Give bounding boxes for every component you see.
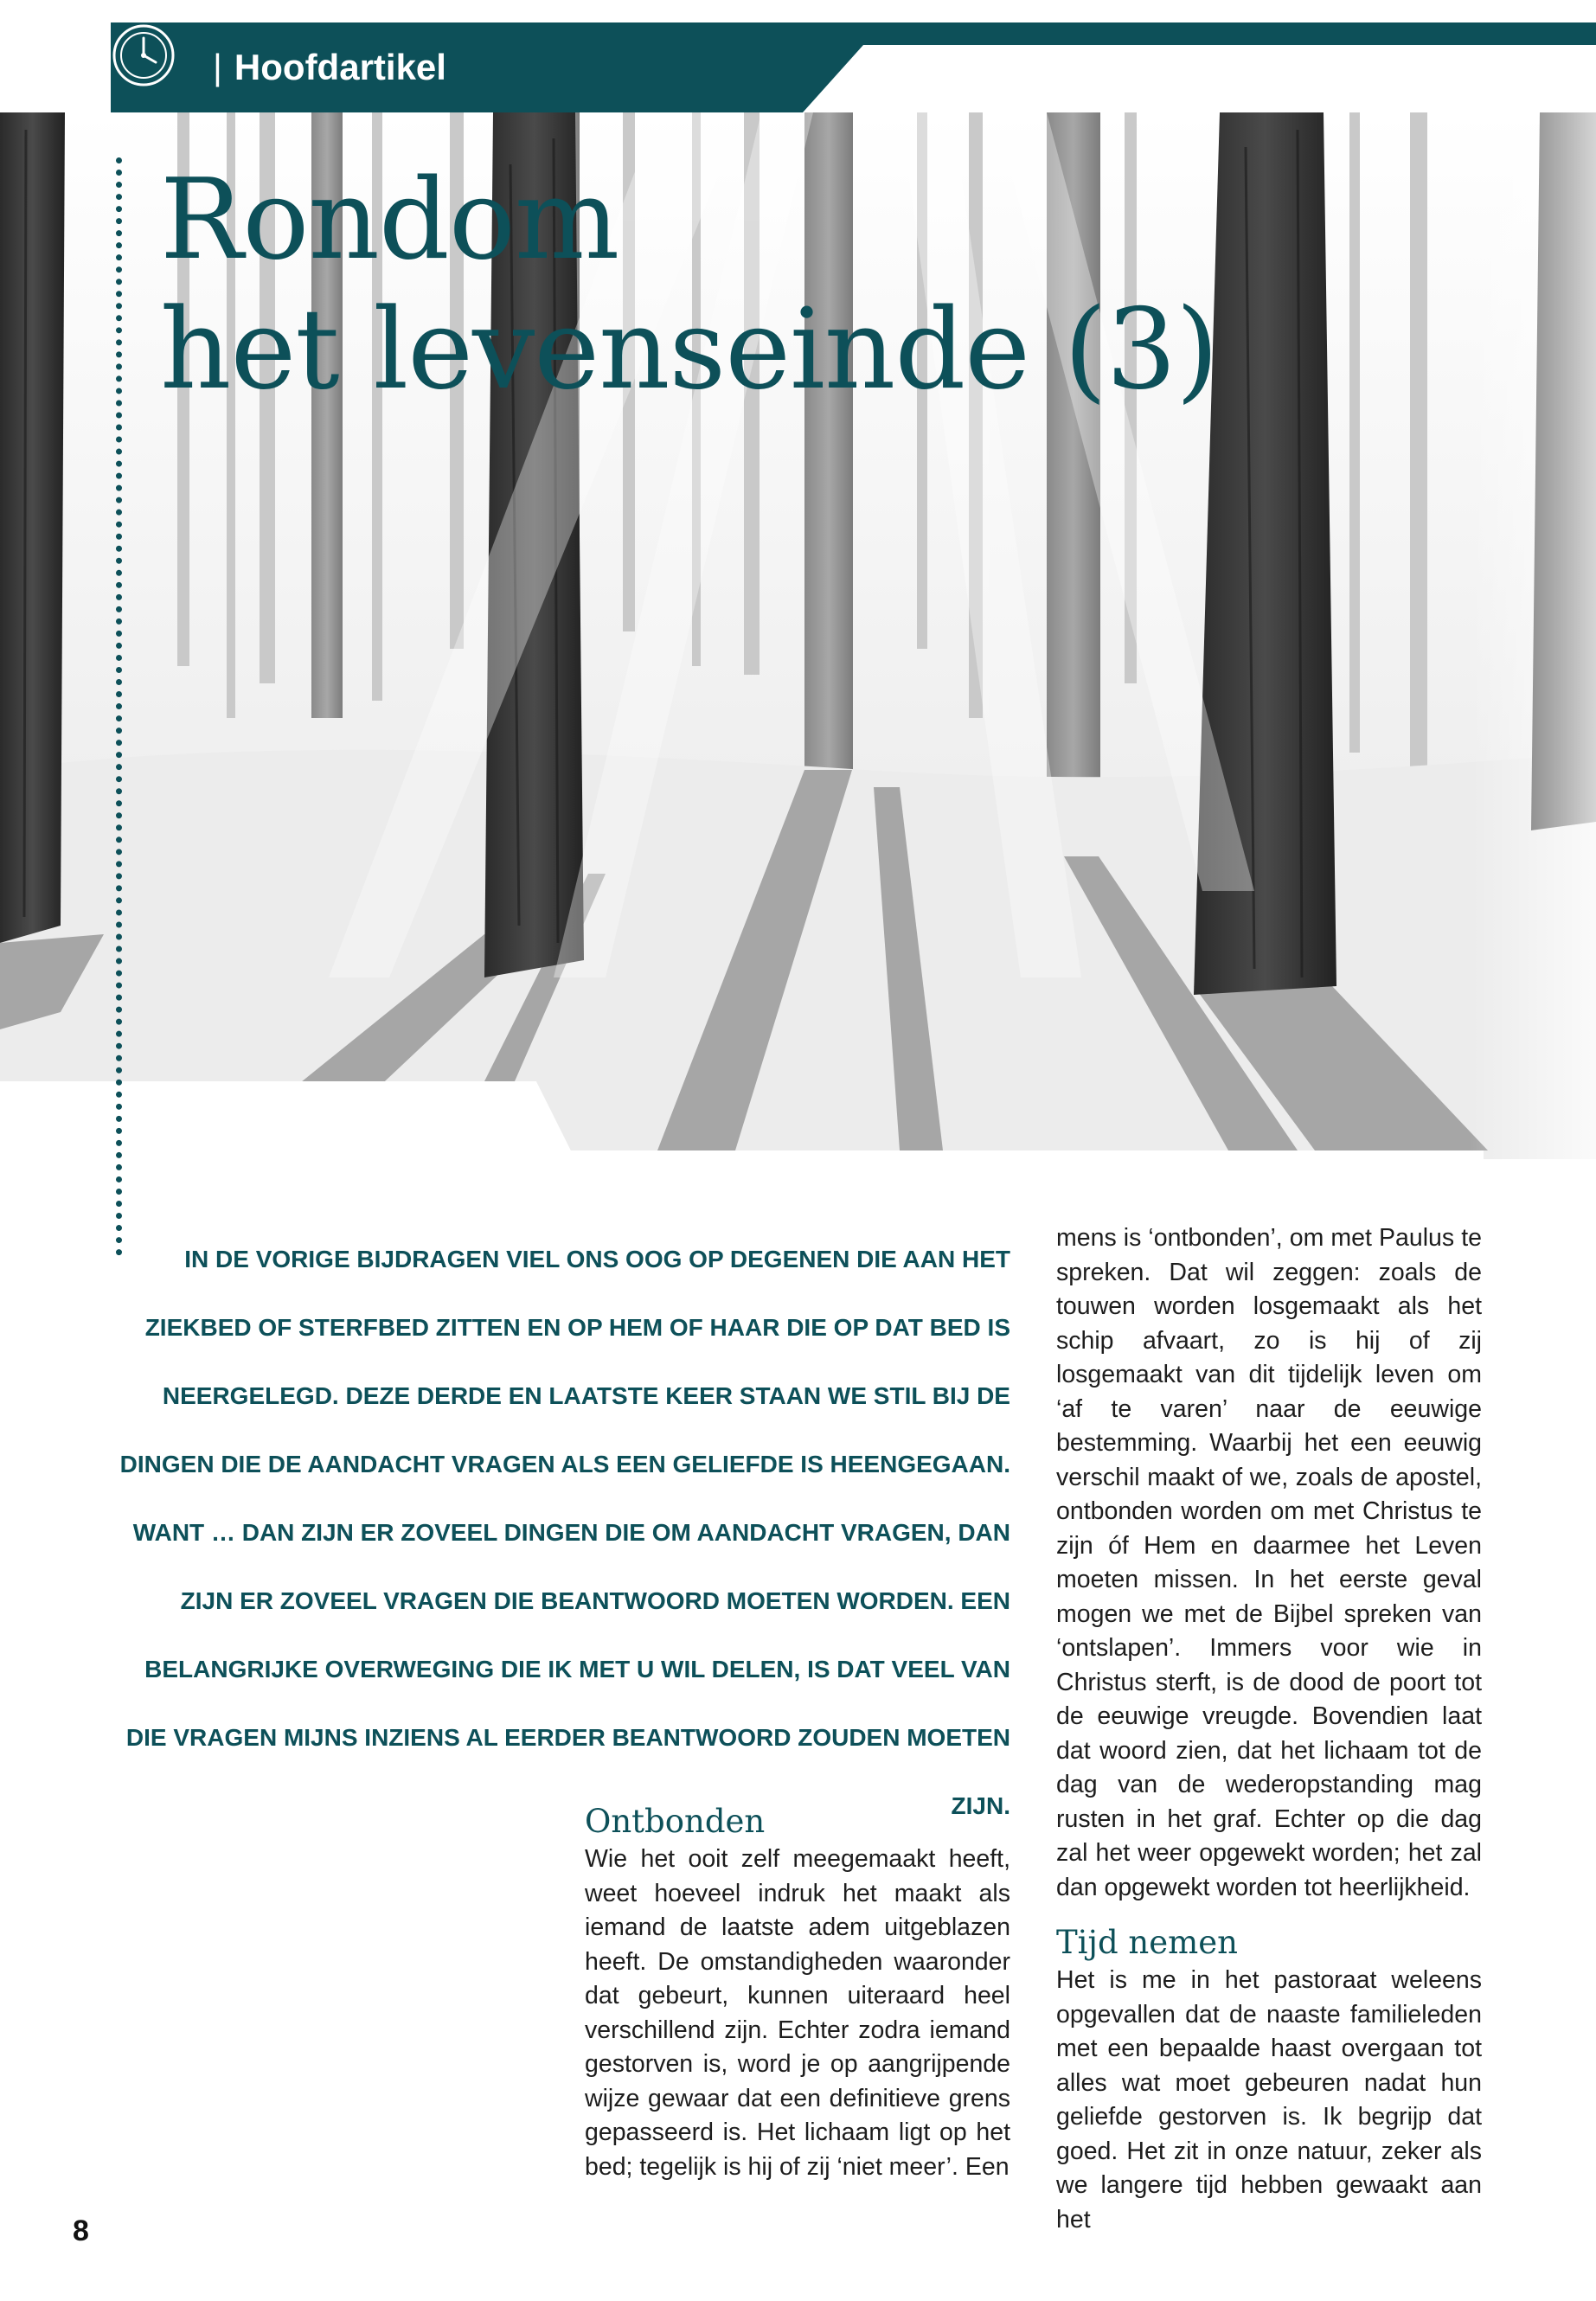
page-number: 8 xyxy=(73,2214,89,2247)
section-heading-tijd-nemen: Tijd nemen xyxy=(1056,1924,1238,1961)
body-paragraph: Wie het ooit zelf meegemaakt heeft, weet hoeveel indruk het maakt als iemand de laatste adem uitgeblazen heeft. De omstandigheden waaronder dat gebeurt, kunnen uiteraard heel verschillend zijn. Echter zodra iemand gestorven is, word je op aangrijpende wijze gewaar dat een definitieve grens gepasseerd is. Het lichaam ligt op het bed; tegelijk is hij of zij ‘niet meer’. Een xyxy=(585,1845,1010,2181)
article-intro: IN DE VORIGE BIJDRAGEN VIEL ONS OOG OP DEGENEN DIE AAN HET ZIEKBED OF STERFBED ZITTEN EN OP HEM OF HAAR DIE OP DAT BED IS NEERGELEGD. DEZE DERDE EN LAATSTE KEER STAAN WE STIL BIJ DE DINGEN DIE DE AANDACHT VRAGEN ALS EEN GELIEFDE IS HEENGEGAAN. WANT … DAN ZIJN ER ZOVEEL DINGEN DIE OM AANDACHT VRAGEN, DAN ZIJN ER ZOVEEL VRAGEN DIE BEANTWOORD MOETEN WORDEN. EEN BELANGRIJKE OVERWEGING DIE IK MET U WIL DELEN, IS DAT VEEL VAN DIE VRAGEN MIJNS INZIENS AL EERDER BEANTWOORD ZOUDEN MOETEN ZIJN. xyxy=(119,1246,1010,1819)
clock-icon xyxy=(111,22,176,88)
title-line-1: Rondom xyxy=(160,156,619,285)
body-column-left xyxy=(585,1801,1010,2184)
article-title xyxy=(160,156,1218,415)
title-line-2: het levenseinde (3) xyxy=(160,285,1218,414)
body-paragraph: mens is ‘ontbonden’, om met Paulus te spreken. Dat wil zeggen: zoals de touwen worden losgemaakt als het schip afvaart, zo is hij of zij losgemaakt van dit tijdelijk leven om ‘af te varen’ naar de eeuwige bestemming. Waarbij het een eeuwig verschil maakt of we, zoals de apostel, ontbonden worden om met Christus te zijn óf Hem en daarmee het Leven moeten missen. In het eerste geval mogen we met de Bijbel spreken van ‘ontslapen’. Immers voor wie in Christus sterft, is de dood de poort tot de eeuwige vreugde. Bovendien laat dat woord zien, dat het lichaam tot de dag van de wederopstanding mag rusten in het graf. Echter op die dag zal het weer opgewekt worden; het zal dan opgewekt worden tot heerlijkheid. xyxy=(1056,1224,1482,1901)
body-paragraph: Het is me in het pastoraat weleens opgevallen dat de naaste familieleden met een bepaalde haast overgaan tot alles wat moet gebeuren nadat hun geliefde gestorven is. Ik begrijp dat goed. Het zit in onze natuur, zeker als we langere tijd hebben gewaakt aan het xyxy=(1056,1966,1482,2234)
section-header-bar xyxy=(111,22,1596,112)
dotted-vertical-rule xyxy=(116,157,122,1256)
section-heading-ontbonden: Ontbonden xyxy=(585,1803,766,1840)
body-column-right xyxy=(1056,1221,1482,2237)
section-label: | Hoofdartikel xyxy=(213,47,446,87)
